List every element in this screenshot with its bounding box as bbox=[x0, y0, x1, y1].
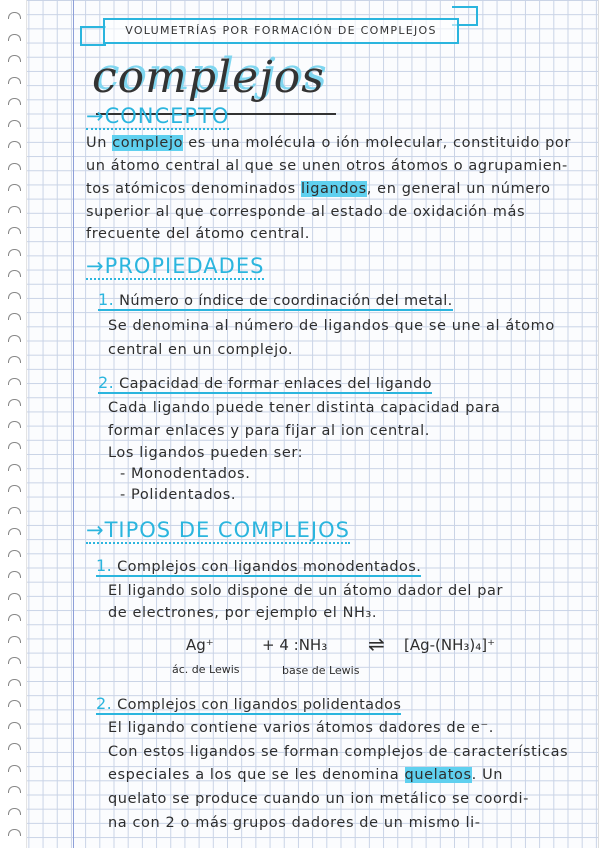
hole bbox=[8, 55, 21, 62]
banner-title: VOLUMETRÍAS POR FORMACIÓN DE COMPLEJOS bbox=[103, 18, 459, 44]
highlight-complejo: complejo bbox=[112, 135, 184, 151]
tipo-line: especiales a los que se les denomina quelatos. Un bbox=[108, 767, 504, 783]
hole bbox=[8, 34, 21, 41]
hole bbox=[8, 356, 21, 363]
notebook-holes bbox=[0, 0, 27, 848]
hole bbox=[8, 399, 21, 406]
hole bbox=[8, 442, 21, 449]
hole bbox=[8, 206, 21, 213]
hole bbox=[8, 227, 21, 234]
hole bbox=[8, 464, 21, 471]
hole bbox=[8, 120, 21, 127]
tipo-line: quelato se produce cuando un ion metálico se coordi- bbox=[108, 791, 530, 807]
hole bbox=[8, 313, 21, 320]
hole bbox=[8, 141, 21, 148]
label-lewis-acid: ác. de Lewis bbox=[172, 663, 240, 676]
hole bbox=[8, 184, 21, 191]
hole bbox=[8, 829, 21, 836]
hole bbox=[8, 614, 21, 621]
tipo-line: na con 2 o más grupos dadores de un mismo li- bbox=[108, 815, 481, 831]
propiedad-line: Cada ligando puede tener distinta capacidad para bbox=[108, 400, 501, 416]
propiedad-line: formar enlaces y para fijar al ion central. bbox=[108, 423, 430, 439]
equation-reactant-1: Ag⁺ bbox=[186, 636, 214, 654]
hole bbox=[8, 77, 21, 84]
concepto-line: superior al que corresponde al estado de oxidación más bbox=[86, 204, 526, 220]
page-edge bbox=[598, 0, 615, 848]
heading-concepto: →CONCEPTO bbox=[86, 104, 230, 128]
hole bbox=[8, 528, 21, 535]
hole bbox=[8, 743, 21, 750]
propiedad-line: central en un complejo. bbox=[108, 342, 294, 358]
hole bbox=[8, 421, 21, 428]
hole bbox=[8, 786, 21, 793]
hole bbox=[8, 765, 21, 772]
propiedad-1-title: 1. Número o índice de coordinación del metal. bbox=[98, 290, 453, 309]
hole bbox=[8, 12, 21, 19]
hole bbox=[8, 571, 21, 578]
hole bbox=[8, 378, 21, 385]
label-lewis-base: base de Lewis bbox=[282, 664, 360, 677]
propiedad-line: - Monodentados. bbox=[120, 466, 251, 482]
hole bbox=[8, 292, 21, 299]
tipo-2-title: 2. Complejos con ligandos polidentados bbox=[96, 694, 402, 713]
hole bbox=[8, 700, 21, 707]
propiedad-line: Los ligandos pueden ser: bbox=[108, 445, 304, 461]
hole bbox=[8, 98, 21, 105]
hole bbox=[8, 593, 21, 600]
hole bbox=[8, 335, 21, 342]
highlight-ligandos: ligandos bbox=[300, 181, 367, 197]
propiedad-line: - Polidentados. bbox=[120, 487, 237, 503]
concepto-line: frecuente del átomo central. bbox=[86, 226, 311, 242]
hole bbox=[8, 722, 21, 729]
hole bbox=[8, 636, 21, 643]
highlight-quelatos: quelatos bbox=[404, 767, 472, 783]
concepto-line: un átomo central al que se unen otros átomos o agrupamien- bbox=[86, 158, 568, 174]
equation-product: [Ag-(NH₃)₄]⁺ bbox=[404, 636, 496, 654]
tipo-line: Con estos ligandos se forman complejos de características bbox=[108, 744, 569, 760]
tipo-line: El ligando contiene varios átomos dadores de e⁻. bbox=[108, 720, 494, 736]
hole bbox=[8, 249, 21, 256]
hole bbox=[8, 657, 21, 664]
concepto-line: Un complejo es una molécula o ión molecular, constituido por bbox=[86, 135, 571, 151]
hole bbox=[8, 163, 21, 170]
equation-reactant-2: + 4 :NH₃ bbox=[262, 636, 328, 654]
hole bbox=[8, 679, 21, 686]
hole bbox=[8, 507, 21, 514]
hole bbox=[8, 270, 21, 277]
hole bbox=[8, 550, 21, 557]
tipo-1-title: 1. Complejos con ligandos monodentados. bbox=[96, 556, 422, 575]
tipo-line: El ligando solo dispone de un átomo dador del par bbox=[108, 583, 504, 599]
equilibrium-arrow-icon: ⇌ bbox=[368, 632, 385, 656]
hole bbox=[8, 485, 21, 492]
propiedad-2-title: 2. Capacidad de formar enlaces del ligando bbox=[98, 373, 432, 392]
concepto-line: tos atómicos denominados ligandos, en general un número bbox=[86, 181, 551, 197]
propiedad-line: Se denomina al número de ligandos que se une al átomo bbox=[108, 318, 555, 334]
heading-tipos: →TIPOS DE COMPLEJOS bbox=[86, 518, 350, 542]
tipo-line: de electrones, por ejemplo el NH₃. bbox=[108, 605, 378, 621]
heading-propiedades: →PROPIEDADES bbox=[86, 254, 265, 278]
page-title: complejos bbox=[92, 52, 325, 103]
hole bbox=[8, 808, 21, 815]
margin-line bbox=[73, 0, 74, 848]
